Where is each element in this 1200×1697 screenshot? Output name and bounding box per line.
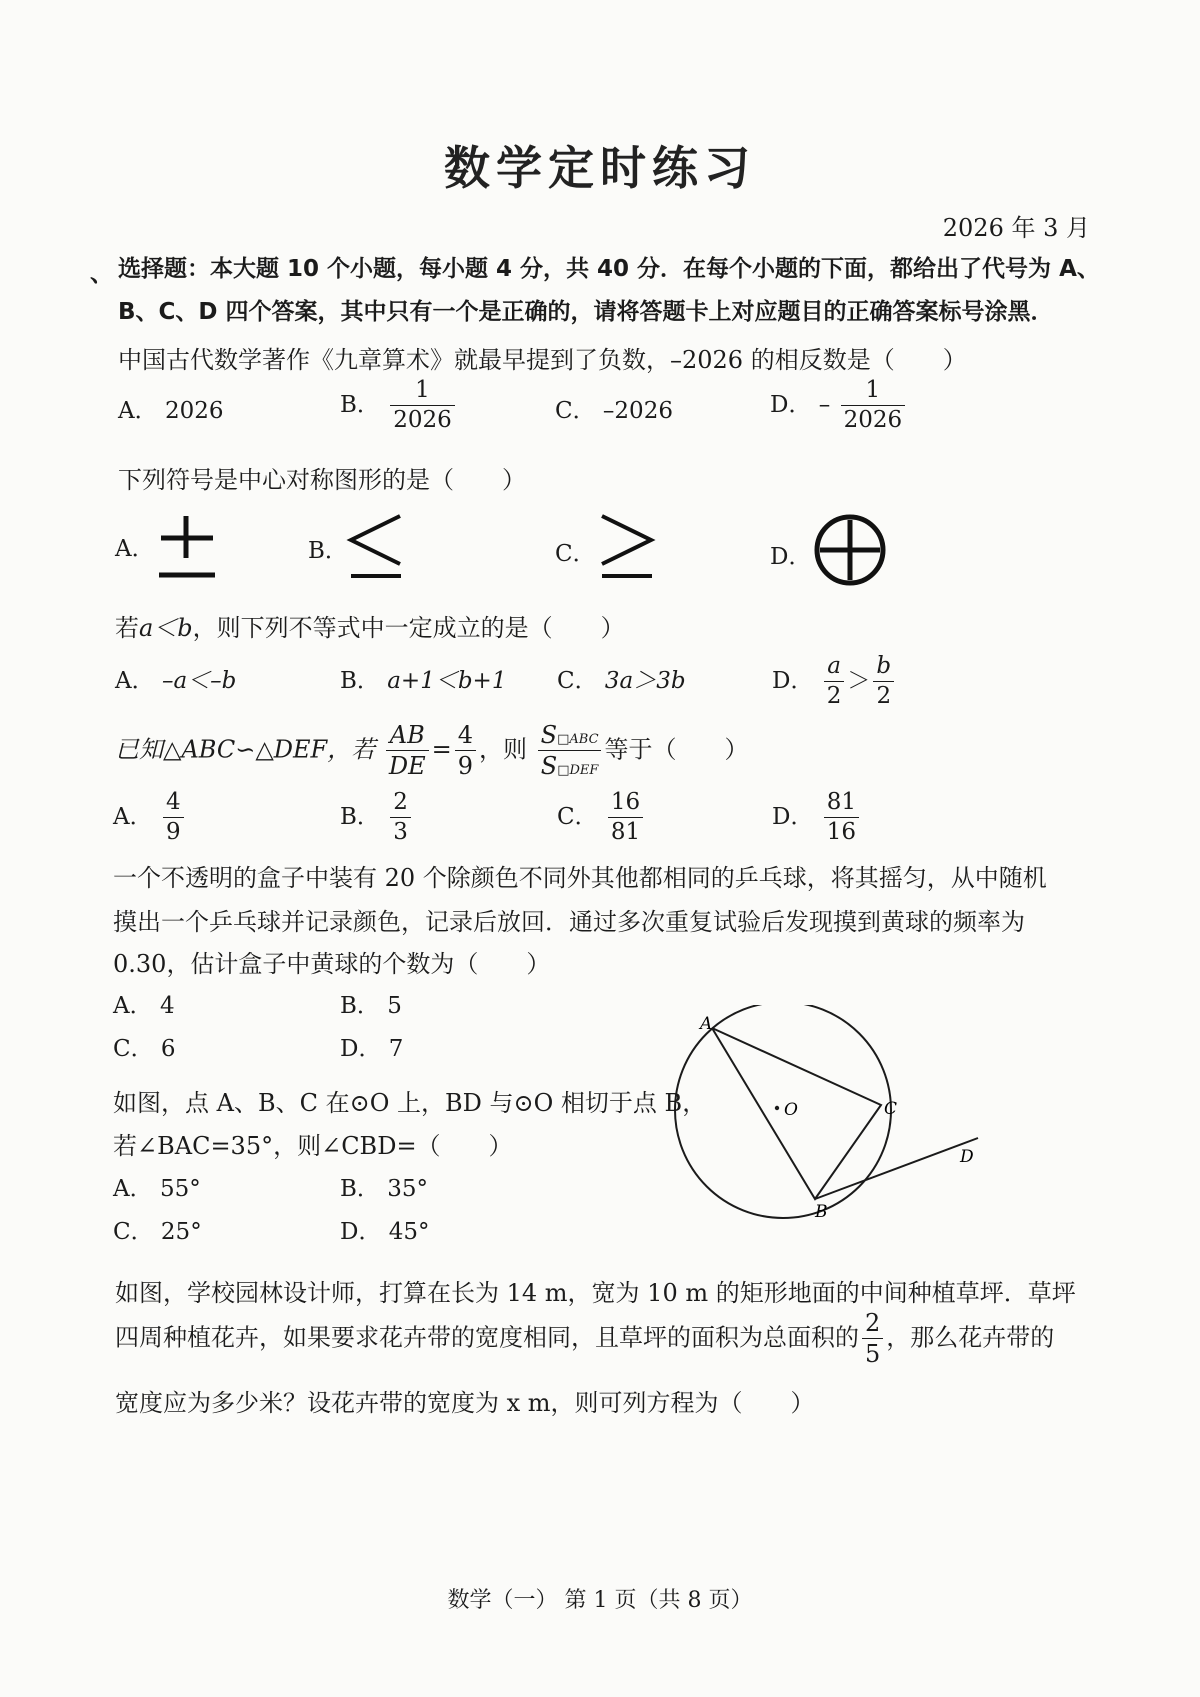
less-equal-symbol-icon — [345, 512, 407, 580]
q3-option-d-relation: ＞ — [847, 667, 871, 694]
q4-option-b-label: B． — [340, 803, 380, 830]
q4-option-c-numerator: 16 — [610, 789, 641, 815]
q4-area-denominator-subscript: □DEF — [557, 763, 599, 779]
q4-option-b-denominator: 3 — [390, 817, 411, 845]
q2-option-c-label: C． — [555, 541, 596, 567]
q1-option-d-denominator: 2026 — [841, 405, 906, 433]
q4-ratio-fraction — [386, 722, 429, 780]
q4-value-fraction — [455, 722, 476, 780]
q4-ratio-numerator: AB — [389, 721, 425, 749]
q7-area-numerator: 2 — [865, 1309, 881, 1337]
q5-option-a[interactable] — [113, 987, 175, 1020]
q6-stem-line1: 如图，点 A、B、C 在⊙O 上，BD 与⊙O 相切于点 B， — [113, 1089, 707, 1117]
q4-area-denominator-symbol: S — [540, 752, 558, 781]
q1-option-b[interactable] — [340, 378, 458, 434]
point-label-a: A — [700, 1014, 713, 1034]
center-dot — [775, 1106, 779, 1110]
q3-option-c-label: C． — [557, 668, 598, 694]
q5-option-a-label: A． — [113, 993, 153, 1019]
q3-option-c[interactable] — [557, 662, 686, 695]
q6-option-b-label: B． — [340, 1176, 380, 1202]
q4-option-b-numerator: 2 — [393, 789, 408, 815]
q6-option-d[interactable] — [340, 1213, 430, 1246]
q3-option-d[interactable] — [772, 654, 897, 710]
q6-option-c[interactable] — [113, 1213, 202, 1246]
q4-option-c-denominator: 81 — [608, 817, 643, 845]
q3-stem-math: a＜b — [139, 614, 193, 642]
q4-stem-pre: 已知△ABC∽△DEF，若 — [115, 735, 376, 764]
q4-option-c[interactable] — [557, 790, 646, 846]
q3-option-b-value: a+1＜b+1 — [387, 668, 507, 694]
q1-option-a-label: A． — [118, 398, 158, 424]
q3-option-c-value: 3a＞3b — [604, 668, 686, 694]
q3-stem-post: ，则下列不等式中一定成立的是（ ） — [192, 614, 625, 642]
section-instructions-line1: 选择题：本大题 10 个小题，每小题 4 分，共 40 分．在每个小题的下面，都给出了代号为 A、 — [118, 256, 1100, 282]
q4-option-d-label: D． — [772, 803, 814, 830]
q3-option-a-value: –a＜–b — [161, 668, 237, 694]
q1-option-d[interactable] — [770, 378, 908, 434]
q1-option-a-value: 2026 — [164, 398, 224, 424]
q2-option-d[interactable] — [770, 538, 811, 571]
tangent-bd — [815, 1138, 978, 1199]
q3-option-d-fraction-right — [873, 654, 894, 710]
q3-option-b[interactable] — [340, 662, 506, 695]
q4-value-numerator: 4 — [457, 721, 474, 749]
q2-option-b-label: B． — [308, 538, 348, 564]
q4-option-b-fraction — [390, 790, 411, 846]
q2-stem: 下列符号是中心对称图形的是（ ） — [118, 466, 526, 494]
q4-area-fraction — [538, 722, 602, 780]
plus-minus-symbol-icon — [155, 512, 217, 580]
q1-option-d-sign: – — [818, 391, 831, 418]
q5-option-d-label: D． — [340, 1036, 382, 1062]
q6-option-d-value: 45° — [388, 1219, 430, 1245]
q6-option-c-label: C． — [113, 1219, 154, 1245]
q6-option-d-label: D． — [340, 1219, 382, 1245]
circled-plus-symbol-icon — [810, 512, 890, 588]
q1-option-d-label: D． — [770, 391, 812, 418]
point-label-b: B — [815, 1202, 828, 1222]
q6-option-a[interactable] — [113, 1170, 201, 1203]
q3-option-d-denominator-left: 2 — [824, 681, 845, 709]
q5-option-c-value: 6 — [160, 1036, 176, 1062]
circle-o — [675, 1005, 891, 1218]
q3-stem-pre: 若 — [115, 614, 139, 642]
q4-option-b[interactable] — [340, 790, 414, 846]
q4-option-c-fraction — [608, 790, 643, 846]
q5-option-b[interactable] — [340, 987, 402, 1020]
q6-stem-line2: 若∠BAC=35°，则∠CBD=（ ） — [113, 1132, 513, 1160]
q5-stem-line2: 摸出一个乒乓球并记录颜色，记录后放回．通过多次重复试验后发现摸到黄球的频率为 — [113, 908, 1025, 936]
q4-area-numerator — [538, 722, 602, 750]
point-label-d: D — [960, 1147, 974, 1167]
q4-option-d[interactable] — [772, 790, 862, 846]
q4-stem — [115, 722, 749, 780]
q4-option-d-fraction — [824, 790, 859, 846]
q5-option-c-label: C． — [113, 1036, 154, 1062]
circle-tangent-figure — [660, 1005, 1060, 1245]
q3-option-d-denominator-right: 2 — [873, 681, 894, 709]
q1-option-a[interactable] — [118, 392, 223, 425]
q6-option-a-label: A． — [113, 1176, 153, 1202]
q7-area-denominator: 5 — [862, 1338, 883, 1367]
q5-stem-line1: 一个不透明的盒子中装有 20 个除颜色不同外其他都相同的乒乓球，将其摇匀，从中随机 — [113, 864, 1047, 892]
q4-area-numerator-symbol: S — [540, 721, 558, 749]
q5-option-b-value: 5 — [387, 993, 402, 1019]
q1-option-b-denominator: 2026 — [390, 405, 455, 433]
q6-option-a-value: 55° — [159, 1176, 201, 1202]
q1-option-b-fraction — [390, 378, 455, 434]
q5-option-d[interactable] — [340, 1030, 403, 1063]
point-label-o: O — [784, 1100, 798, 1120]
q4-stem-post: 等于（ ） — [604, 735, 749, 764]
q4-value-denominator: 9 — [455, 750, 476, 779]
q7-stem-line2 — [115, 1310, 1054, 1368]
q5-option-c[interactable] — [113, 1030, 176, 1063]
q7-stem-line2-post: ，那么花卉带的 — [886, 1323, 1055, 1352]
q2-option-a-label: A． — [115, 536, 155, 562]
q2-option-d-label: D． — [770, 544, 812, 570]
q7-stem-line1: 如图，学校园林设计师，打算在长为 14 m，宽为 10 m 的矩形地面的中间种植草坪．草坪 — [115, 1279, 1076, 1307]
q4-area-denominator — [538, 750, 602, 779]
q3-option-a-label: A． — [115, 668, 155, 694]
q2-option-c[interactable] — [555, 535, 596, 568]
section-instructions-line2: B、C、D 四个答案，其中只有一个是正确的，请将答题卡上对应题目的正确答案标号涂黑． — [118, 299, 1054, 325]
q1-stem: 中国古代数学著作《九章算术》就最早提到了负数，–2026 的相反数是（ ） — [118, 346, 967, 374]
q1-option-d-numerator: 1 — [865, 377, 881, 403]
q4-option-c-label: C． — [557, 803, 598, 830]
q1-option-c-label: C． — [555, 398, 596, 424]
q6-option-b[interactable] — [340, 1170, 428, 1203]
q3-option-d-label: D． — [772, 667, 814, 694]
q1-option-b-numerator: 1 — [415, 377, 430, 403]
q7-area-fraction — [862, 1310, 883, 1368]
q4-option-a-label: A． — [113, 803, 153, 830]
q5-option-d-value: 7 — [388, 1036, 404, 1062]
q1-option-b-label: B． — [340, 391, 380, 418]
greater-equal-symbol-icon — [596, 512, 658, 580]
q5-option-a-value: 4 — [159, 993, 175, 1019]
q4-then: ，则 — [479, 735, 528, 764]
q3-option-b-label: B． — [340, 668, 380, 694]
q4-ratio-denominator: DE — [386, 750, 429, 779]
q1-option-c[interactable] — [555, 392, 673, 425]
q5-option-b-label: B． — [340, 993, 380, 1019]
page-footer: 数学（一） 第 1 页（共 8 页） — [447, 1588, 753, 1613]
page-title: 数学定时练习 — [444, 141, 756, 195]
point-label-c: C — [884, 1099, 898, 1119]
q3-option-d-fraction-left — [824, 654, 845, 710]
q3-stem — [115, 608, 625, 643]
q6-option-c-value: 25° — [160, 1219, 202, 1245]
q4-option-d-denominator: 16 — [824, 817, 859, 845]
section-marker: 、 — [90, 261, 113, 287]
q1-option-d-fraction — [841, 378, 906, 434]
q3-option-a[interactable] — [115, 662, 236, 695]
q3-option-d-numerator-left: a — [827, 653, 841, 679]
q4-option-a[interactable] — [113, 790, 187, 846]
q4-option-d-numerator: 81 — [826, 789, 857, 815]
q4-equals: = — [431, 735, 452, 764]
q6-option-b-value: 35° — [387, 1176, 428, 1202]
q2-option-a[interactable] — [115, 530, 155, 563]
q3-option-d-numerator-right: b — [876, 653, 892, 679]
q1-option-c-value: –2026 — [602, 398, 673, 424]
q2-option-b[interactable] — [308, 532, 348, 565]
q4-option-a-numerator: 4 — [165, 789, 181, 815]
q5-stem-line3: 0.30，估计盒子中黄球的个数为（ ） — [113, 950, 551, 978]
q4-option-a-fraction — [163, 790, 184, 846]
q7-stem-line2-pre: 四周种植花卉，如果要求花卉带的宽度相同，且草坪的面积为总面积的 — [115, 1323, 859, 1352]
q4-option-a-denominator: 9 — [163, 817, 184, 845]
q7-stem-line3: 宽度应为多少米？设花卉带的宽度为 x m，则可列方程为（ ） — [115, 1389, 815, 1417]
q4-area-numerator-subscript: □ABC — [557, 732, 599, 747]
exam-date: 2026 年 3 月 — [942, 214, 1090, 242]
